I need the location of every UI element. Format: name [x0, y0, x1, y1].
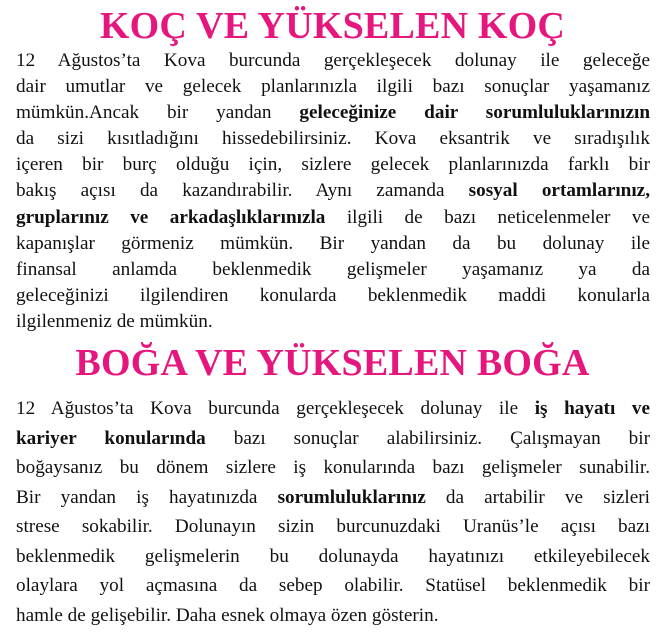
body-text: hamle de gelişebilir. Daha esnek olmaya özen gösterin. — [16, 604, 439, 626]
paragraph-line — [16, 178, 650, 204]
body-text: dair umutlar ve gelecek planlarınızla ilgili bazı sonuçlar yaşamanız — [16, 76, 650, 98]
section-title-koc: KOÇ VE YÜKSELEN KOÇ — [99, 5, 566, 47]
body-text: mümkün.Ancak bir yandan — [16, 102, 300, 124]
paragraph-line — [16, 100, 650, 126]
paragraph-line — [16, 424, 650, 454]
paragraph-line — [16, 483, 650, 513]
paragraph-line — [16, 231, 650, 257]
bold-text: sosyal ortamlarınız, — [468, 180, 650, 202]
body-text: geleceğinizi ilgilendiren konularda beklenmedik maddi konularla — [16, 284, 650, 306]
body-text: bazı sonuçlar alabilirsiniz. Çalışmayan bir — [205, 427, 650, 449]
body-text: olaylara yol açmasına da sebep olabilir. Statüsel beklenmedik bir — [16, 575, 650, 596]
section-title-boga: BOĞA VE YÜKSELEN BOĞA — [75, 342, 590, 384]
section-body-koc — [16, 48, 650, 335]
body-text: içeren bir burç olduğu için, sizlere gelecek planlarınızda farklı bir — [16, 154, 650, 176]
body-text: kapanışlar görmeniz mümkün. Bir yandan da bu dolunay ile — [16, 232, 650, 254]
paragraph-line — [16, 453, 650, 483]
bold-text: sorumluluklarınız — [277, 486, 426, 508]
body-text: beklenmedik gelişmelerin bu dolunayda hayatınızı etkileyebilecek — [16, 545, 650, 567]
body-text: da artabilir ve sizleri — [425, 486, 650, 508]
paragraph-line — [16, 571, 650, 601]
body-text: ilgilenmeniz de mümkün. — [16, 310, 213, 332]
body-text: bakış açısı da kazandırabilir. Aynı zamanda — [16, 180, 469, 202]
paragraph-line — [16, 48, 650, 74]
body-text: 12 Ağustos’ta Kova burcunda gerçekleşecek dolunay ile — [16, 398, 535, 419]
paragraph-line — [16, 283, 650, 309]
body-text: finansal anlamda beklenmedik gelişmeler yaşamanız ya da — [16, 258, 650, 280]
body-text: da sizi kısıtladığını hissedebilirsiniz. Kova eksantrik ve sıradışılık — [16, 128, 650, 150]
bold-text: kariyer konularında — [16, 427, 206, 449]
paragraph-line — [16, 394, 650, 424]
paragraph-line — [16, 126, 650, 152]
paragraph-line — [16, 152, 650, 178]
bold-text: iş hayatı ve — [534, 398, 650, 419]
paragraph-line — [16, 74, 650, 100]
body-text: boğaysanız bu dönem sizlere iş konularında bazı gelişmeler sunabilir. — [16, 457, 650, 478]
bold-text: gruplarınız ve arkadaşlıklarınızla — [16, 206, 326, 228]
paragraph-line — [16, 205, 650, 231]
body-text: ilgili de bazı neticelenmeler ve — [325, 206, 650, 228]
body-text: 12 Ağustos’ta Kova burcunda gerçekleşecek dolunay ile geleceğe — [16, 50, 650, 71]
paragraph-line — [16, 309, 650, 335]
paragraph-line — [16, 512, 650, 542]
paragraph-line — [16, 257, 650, 283]
body-text: strese sokabilir. Dolunayın sizin burcunuzdaki Uranüs’le açısı bazı — [16, 516, 650, 537]
paragraph-line — [16, 542, 650, 572]
body-text: Bir yandan iş hayatınızda — [16, 486, 278, 508]
bold-text: geleceğinize dair sorumluluklarınızın — [299, 102, 650, 124]
section-body-boga — [16, 394, 650, 630]
paragraph-line — [16, 601, 650, 631]
